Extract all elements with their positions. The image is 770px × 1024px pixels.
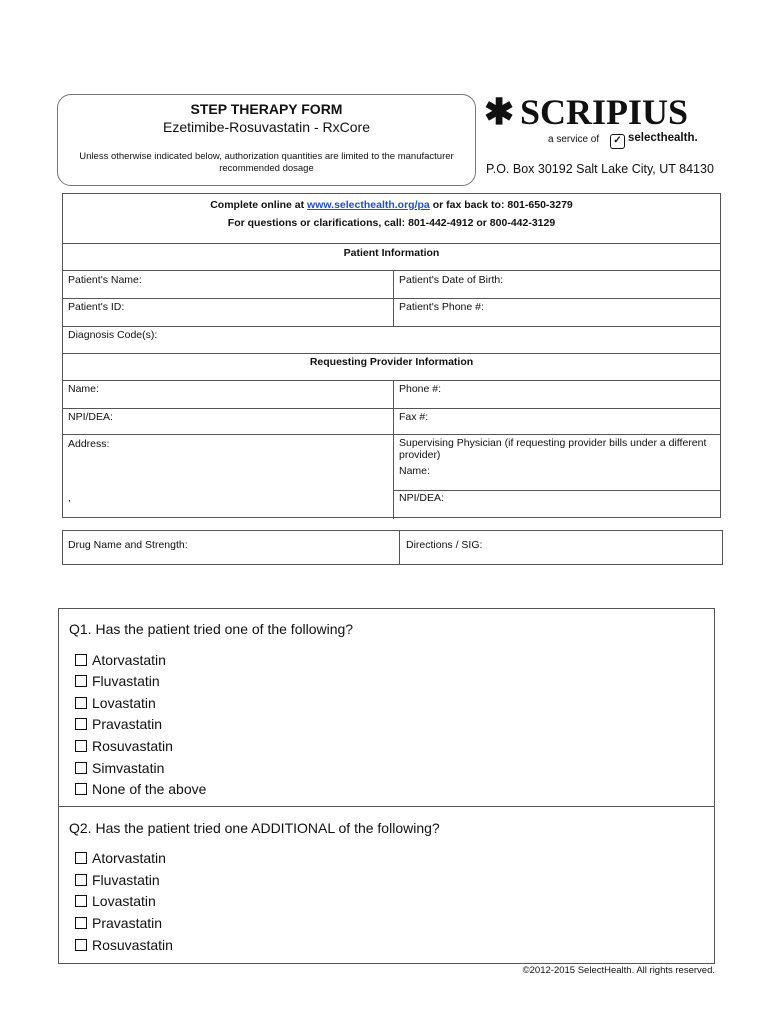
checkbox[interactable] <box>75 895 87 907</box>
directions-field[interactable]: Directions / SIG: <box>406 539 483 551</box>
question-2: Q2. Has the patient tried one ADDITIONAL of the following? <box>69 820 440 836</box>
q2-option[interactable]: Rosuvastatin <box>75 937 173 953</box>
patient-name-field[interactable]: Patient's Name: <box>68 274 142 286</box>
provider-npi-field[interactable]: NPI/DEA: <box>68 411 113 423</box>
patient-phone-field[interactable]: Patient's Phone #: <box>399 301 484 313</box>
asterisk-icon: ✱ <box>484 91 515 132</box>
checkbox[interactable] <box>75 917 87 929</box>
supervising-physician-label: Supervising Physician (if requesting provider bills under a different provider) <box>399 437 707 461</box>
checkbox[interactable] <box>75 874 87 886</box>
service-of-text: a service of <box>548 134 600 145</box>
diagnosis-code-field[interactable]: Diagnosis Code(s): <box>68 329 158 341</box>
q2-option[interactable]: Atorvastatin <box>75 850 166 866</box>
q1-option[interactable]: Simvastatin <box>75 760 164 776</box>
checkbox[interactable] <box>75 939 87 951</box>
checkmark-icon: ✓ <box>610 134 625 149</box>
supervising-npi-field[interactable]: NPI/DEA: <box>399 492 444 504</box>
supervising-name-field[interactable]: Name: <box>399 465 430 477</box>
patient-dob-field[interactable]: Patient's Date of Birth: <box>399 274 504 286</box>
checkbox[interactable] <box>75 740 87 752</box>
selecthealth-pa-link[interactable]: www.selecthealth.org/pa <box>307 199 430 211</box>
copyright: ©2012-2015 SelectHealth. All rights reserved. <box>522 965 715 976</box>
q1-option[interactable]: None of the above <box>75 781 206 797</box>
checkbox[interactable] <box>75 697 87 709</box>
question-1: Q1. Has the patient tried one of the following? <box>69 621 354 637</box>
provider-phone-field[interactable]: Phone #: <box>399 383 442 395</box>
drug-name-field[interactable]: Drug Name and Strength: <box>68 539 188 551</box>
address-comma: , <box>68 492 71 504</box>
contact-line-2: For questions or clarifications, call: 801-442-4912 or 800-442-3129 <box>227 217 556 229</box>
checkbox[interactable] <box>75 783 87 795</box>
q2-option[interactable]: Pravastatin <box>75 915 162 931</box>
checkbox[interactable] <box>75 675 87 687</box>
scripius-logo <box>484 92 714 182</box>
checkbox[interactable] <box>75 718 87 730</box>
form-title: STEP THERAPY FORM <box>190 101 343 117</box>
contact-line-1: Complete online at www.selecthealth.org/pa or fax back to: 801-650-3279 <box>210 199 573 211</box>
selecthealth-brand <box>610 132 698 149</box>
questions-box <box>58 608 715 964</box>
form-grid <box>62 193 721 518</box>
q1-option[interactable]: Rosuvastatin <box>75 738 173 754</box>
form-header <box>57 94 476 186</box>
q1-option[interactable]: Pravastatin <box>75 716 162 732</box>
dosage-note: Unless otherwise indicated below, authorization quantities are limited to the manufacturer recommended dosage <box>79 151 454 174</box>
form-subtitle: Ezetimibe-Rosuvastatin - RxCore <box>163 119 370 135</box>
provider-address-field[interactable]: Address: <box>68 438 110 450</box>
q1-option[interactable]: Lovastatin <box>75 695 156 711</box>
checkbox[interactable] <box>75 762 87 774</box>
q1-option[interactable]: Atorvastatin <box>75 652 166 668</box>
drug-row <box>62 530 723 565</box>
patient-id-field[interactable]: Patient's ID: <box>68 301 125 313</box>
checkbox[interactable] <box>75 852 87 864</box>
q2-option[interactable]: Fluvastatin <box>75 872 160 888</box>
brand-name: selecthealth. <box>628 132 698 144</box>
provider-info-heading: Requesting Provider Information <box>309 356 474 368</box>
provider-name-field[interactable]: Name: <box>68 383 99 395</box>
provider-fax-field[interactable]: Fax #: <box>399 411 429 423</box>
patient-info-heading: Patient Information <box>343 247 440 259</box>
checkbox[interactable] <box>75 654 87 666</box>
q1-option[interactable]: Fluvastatin <box>75 673 160 689</box>
q2-option[interactable]: Lovastatin <box>75 893 156 909</box>
mailing-address: P.O. Box 30192 Salt Lake City, UT 84130 <box>486 162 714 176</box>
logo-wordmark: SCRIPIUS <box>520 92 689 132</box>
